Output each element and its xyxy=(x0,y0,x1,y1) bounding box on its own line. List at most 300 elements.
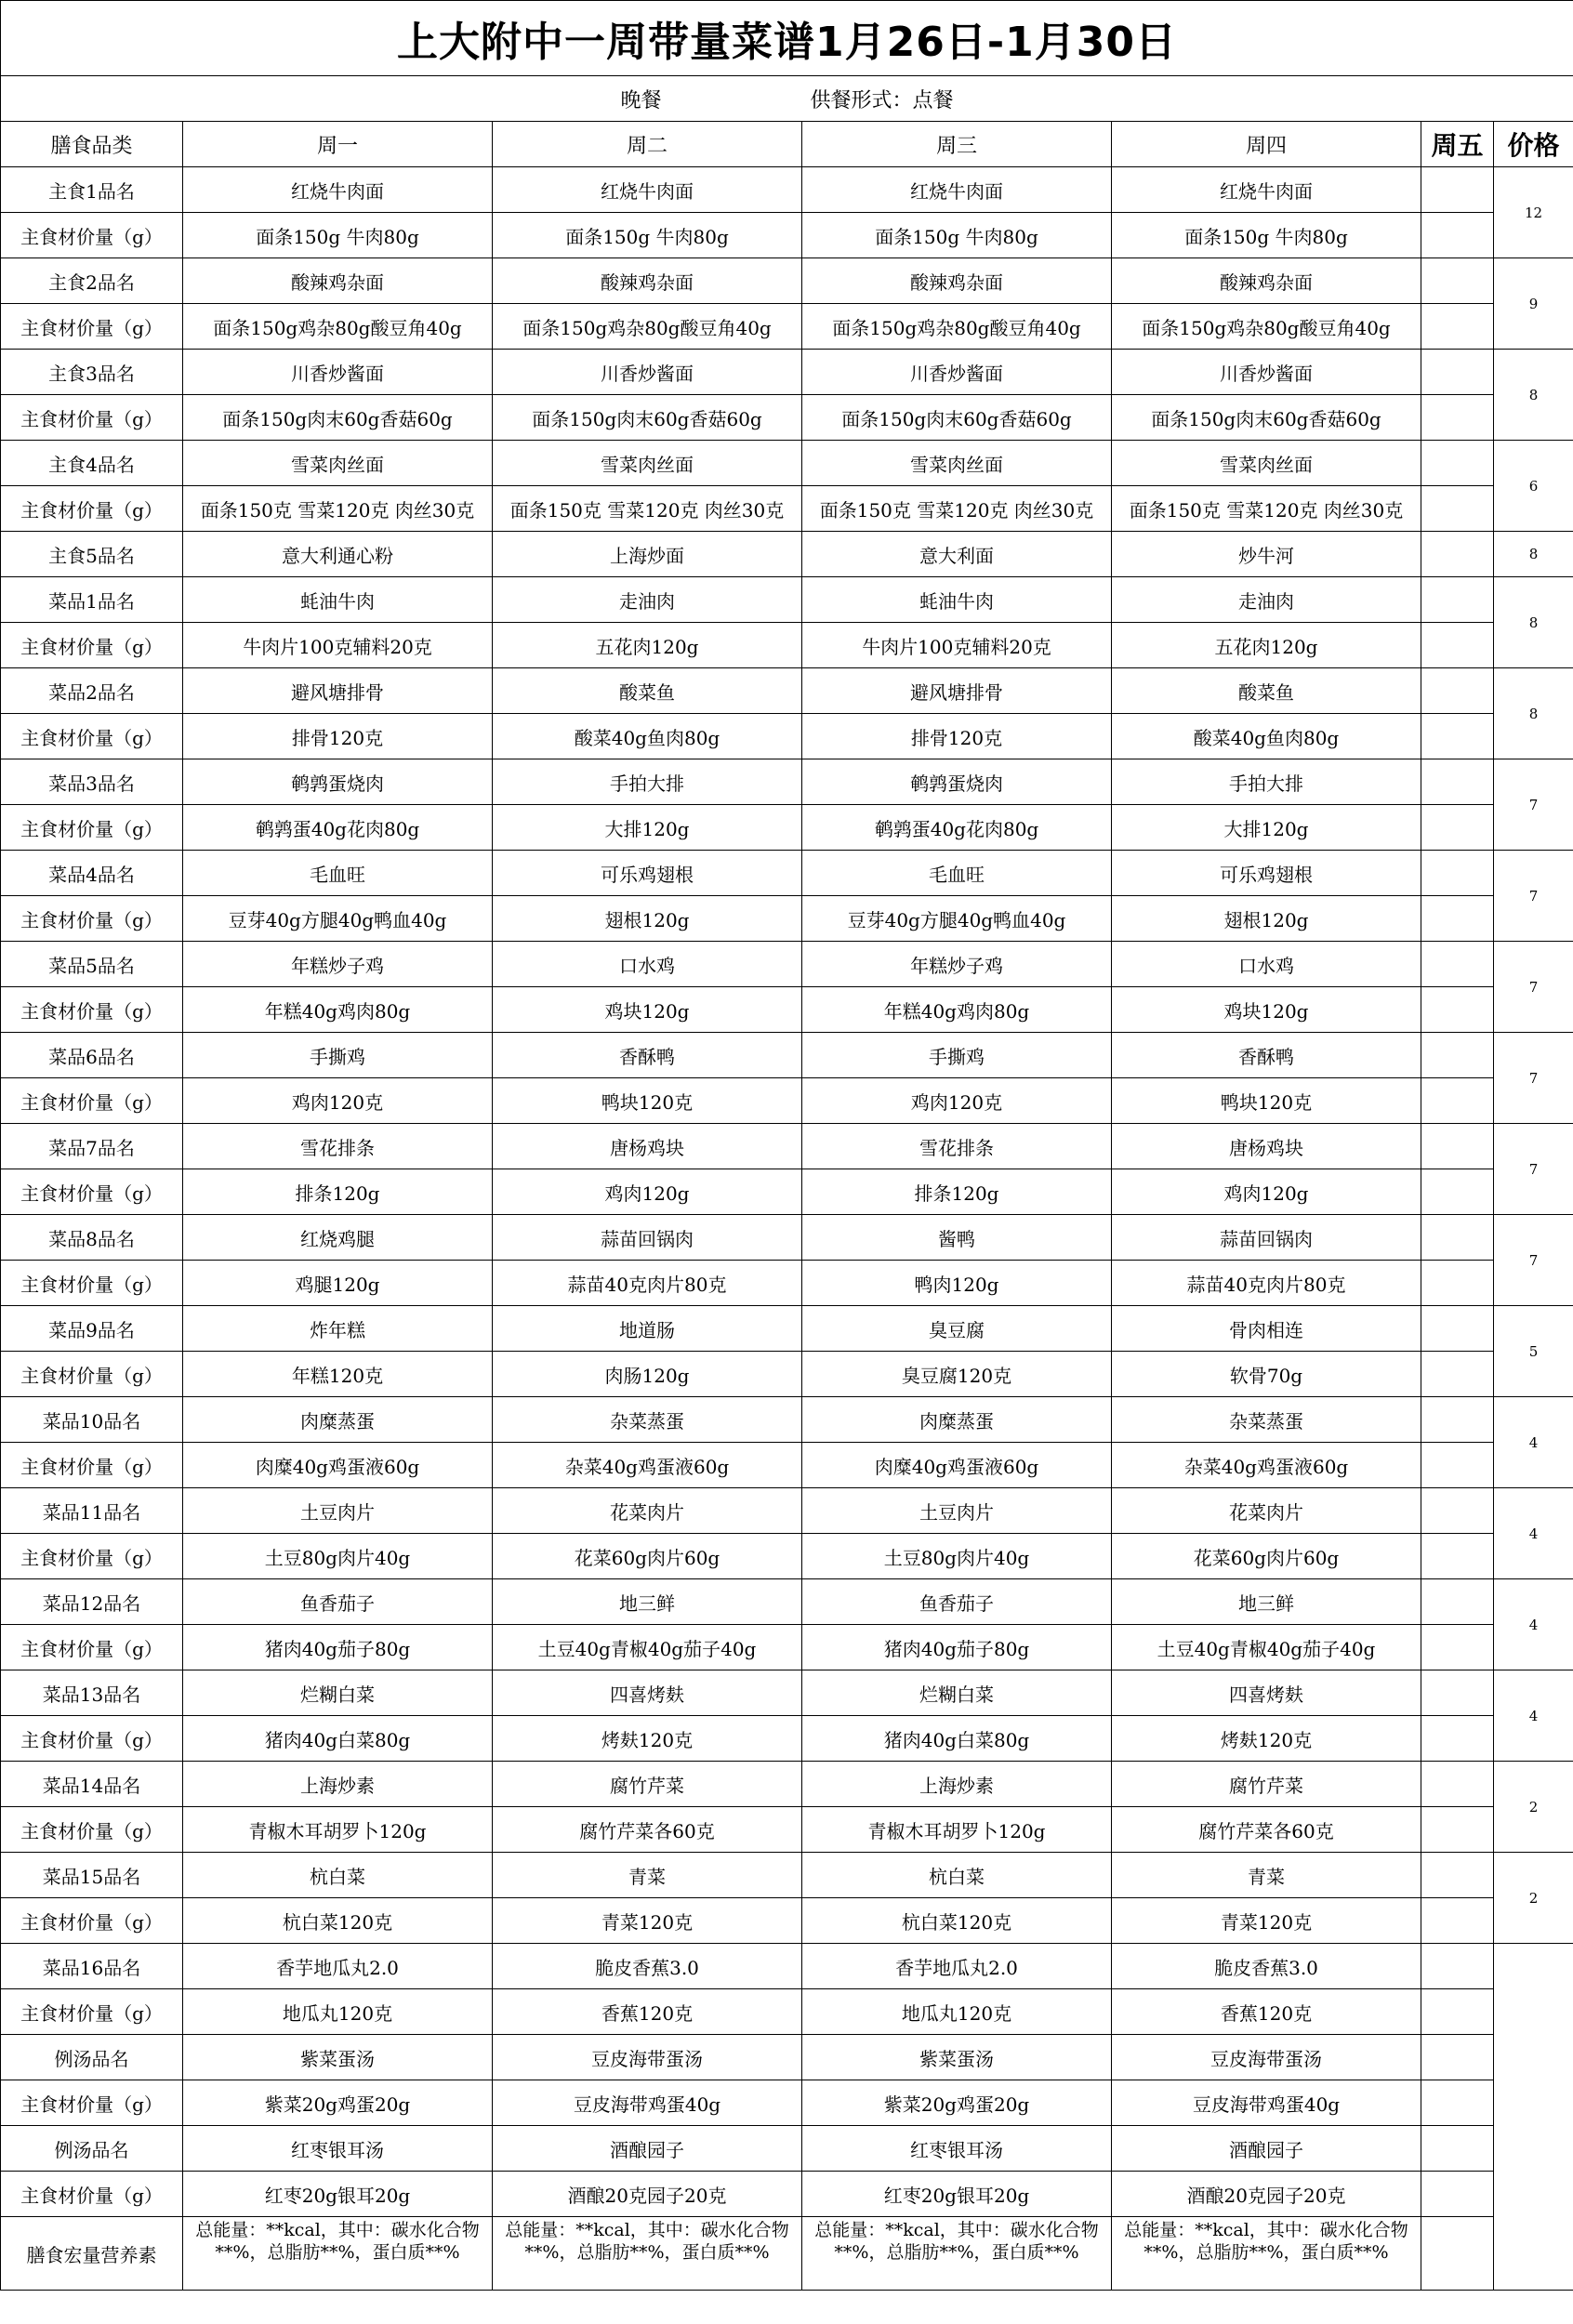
cell-monday: 炸年糕 xyxy=(183,1306,493,1352)
cell-wednesday: 年糕40g鸡肉80g xyxy=(802,987,1112,1033)
cell-tuesday: 地三鲜 xyxy=(493,1579,802,1625)
cell-tuesday: 烤麸120克 xyxy=(493,1716,802,1762)
cell-thursday: 花菜60g肉片60g xyxy=(1112,1534,1421,1579)
table-row xyxy=(1,532,1573,577)
header-category: 膳食品类 xyxy=(1,122,183,167)
table-row xyxy=(1,1124,1573,1169)
row-label: 主食材价量（g） xyxy=(1,2080,183,2126)
meal-type: 晚餐 xyxy=(620,88,662,112)
cell-wednesday: 酸辣鸡杂面 xyxy=(802,258,1112,304)
table-row xyxy=(1,759,1573,805)
cell-wednesday: 雪菜肉丝面 xyxy=(802,441,1112,486)
cell-thursday: 雪菜肉丝面 xyxy=(1112,441,1421,486)
cell-wednesday: 地瓜丸120克 xyxy=(802,1989,1112,2035)
cell-monday: 蚝油牛肉 xyxy=(183,577,493,623)
cell-friday xyxy=(1421,1397,1494,1443)
cell-friday xyxy=(1421,258,1494,304)
cell-tuesday: 上海炒面 xyxy=(493,532,802,577)
cell-tuesday: 杂菜40g鸡蛋液60g xyxy=(493,1443,802,1488)
row-label: 主食材价量（g） xyxy=(1,2172,183,2217)
cell-monday: 雪菜肉丝面 xyxy=(183,441,493,486)
cell-tuesday: 面条150克 雪菜120克 肉丝30克 xyxy=(493,486,802,532)
row-label: 主食4品名 xyxy=(1,441,183,486)
cell-thursday: 杂菜蒸蛋 xyxy=(1112,1397,1421,1443)
cell-monday: 红枣银耳汤 xyxy=(183,2126,493,2172)
cell-wednesday: 手撕鸡 xyxy=(802,1033,1112,1078)
table-row xyxy=(1,668,1573,714)
cell-thursday: 脆皮香蕉3.0 xyxy=(1112,1944,1421,1989)
cell-thursday: 酒酿园子 xyxy=(1112,2126,1421,2172)
row-label: 主食材价量（g） xyxy=(1,1807,183,1853)
row-label: 主食材价量（g） xyxy=(1,1716,183,1762)
row-label: 主食材价量（g） xyxy=(1,1443,183,1488)
table-row xyxy=(1,1625,1573,1670)
cell-monday: 年糕炒子鸡 xyxy=(183,942,493,987)
table-row xyxy=(1,1716,1573,1762)
cell-tuesday: 豆皮海带蛋汤 xyxy=(493,2035,802,2080)
price-cell: 8 xyxy=(1494,532,1573,577)
price-cell: 7 xyxy=(1494,759,1573,851)
table-row xyxy=(1,851,1573,896)
cell-friday xyxy=(1421,1807,1494,1853)
cell-tuesday: 面条150g肉末60g香菇60g xyxy=(493,395,802,441)
cell-monday: 排条120g xyxy=(183,1169,493,1215)
row-label: 主食材价量（g） xyxy=(1,714,183,759)
cell-monday: 鹌鹑蛋40g花肉80g xyxy=(183,805,493,851)
nutrition-label: 膳食宏量营养素 xyxy=(1,2217,183,2291)
cell-monday: 红烧牛肉面 xyxy=(183,167,493,213)
cell-friday xyxy=(1421,577,1494,623)
row-label: 菜品6品名 xyxy=(1,1033,183,1078)
table-row xyxy=(1,1898,1573,1944)
cell-thursday: 蒜苗40克肉片80克 xyxy=(1112,1261,1421,1306)
table-row xyxy=(1,1853,1573,1898)
price-cell: 4 xyxy=(1494,1670,1573,1762)
price-cell: 6 xyxy=(1494,441,1573,532)
nutrition-cell-tuesday: 总能量：**kcal，其中：碳水化合物**%，总脂肪**%，蛋白质**% xyxy=(493,2217,802,2291)
row-label: 主食材价量（g） xyxy=(1,1352,183,1397)
cell-friday xyxy=(1421,1078,1494,1124)
cell-thursday: 腐竹芹菜 xyxy=(1112,1762,1421,1807)
cell-thursday: 青菜120克 xyxy=(1112,1898,1421,1944)
row-label: 菜品14品名 xyxy=(1,1762,183,1807)
nutrition-cell-wednesday: 总能量：**kcal，其中：碳水化合物**%，总脂肪**%，蛋白质**% xyxy=(802,2217,1112,2291)
cell-friday xyxy=(1421,1261,1494,1306)
cell-friday xyxy=(1421,2172,1494,2217)
cell-tuesday: 口水鸡 xyxy=(493,942,802,987)
price-cell: 2 xyxy=(1494,1853,1573,1944)
cell-monday: 川香炒酱面 xyxy=(183,350,493,395)
cell-wednesday: 意大利面 xyxy=(802,532,1112,577)
cell-tuesday: 蒜苗40克肉片80克 xyxy=(493,1261,802,1306)
price-cell: 7 xyxy=(1494,1124,1573,1215)
page-title: 上大附中一周带量菜谱1月26日-1月30日 xyxy=(1,1,1573,76)
cell-monday: 鸡腿120g xyxy=(183,1261,493,1306)
cell-friday xyxy=(1421,304,1494,350)
cell-friday xyxy=(1421,1670,1494,1716)
cell-friday xyxy=(1421,1989,1494,2035)
row-label: 例汤品名 xyxy=(1,2035,183,2080)
cell-monday: 青椒木耳胡罗卜120g xyxy=(183,1807,493,1853)
table-row xyxy=(1,1033,1573,1078)
cell-thursday: 鸡肉120g xyxy=(1112,1169,1421,1215)
cell-tuesday: 酸菜40g鱼肉80g xyxy=(493,714,802,759)
cell-tuesday: 香蕉120克 xyxy=(493,1989,802,2035)
cell-tuesday: 豆皮海带鸡蛋40g xyxy=(493,2080,802,2126)
row-label: 主食材价量（g） xyxy=(1,1625,183,1670)
row-label: 菜品9品名 xyxy=(1,1306,183,1352)
cell-friday xyxy=(1421,2080,1494,2126)
cell-thursday: 豆皮海带鸡蛋40g xyxy=(1112,2080,1421,2126)
cell-monday: 鸡肉120克 xyxy=(183,1078,493,1124)
row-label: 主食材价量（g） xyxy=(1,623,183,668)
table-row xyxy=(1,213,1573,258)
cell-thursday: 酸菜40g鱼肉80g xyxy=(1112,714,1421,759)
cell-friday xyxy=(1421,441,1494,486)
cell-thursday: 面条150g 牛肉80g xyxy=(1112,213,1421,258)
cell-friday xyxy=(1421,1534,1494,1579)
cell-tuesday: 可乐鸡翅根 xyxy=(493,851,802,896)
cell-thursday: 翅根120g xyxy=(1112,896,1421,942)
row-label: 菜品3品名 xyxy=(1,759,183,805)
row-label: 主食3品名 xyxy=(1,350,183,395)
price-cell: 4 xyxy=(1494,1397,1573,1488)
cell-friday xyxy=(1421,1716,1494,1762)
cell-monday: 烂糊白菜 xyxy=(183,1670,493,1716)
cell-tuesday: 香酥鸭 xyxy=(493,1033,802,1078)
cell-thursday: 炒牛河 xyxy=(1112,532,1421,577)
row-label: 菜品12品名 xyxy=(1,1579,183,1625)
meal-info xyxy=(1,76,1573,122)
cell-tuesday: 脆皮香蕉3.0 xyxy=(493,1944,802,1989)
cell-tuesday: 杂菜蒸蛋 xyxy=(493,1397,802,1443)
cell-friday xyxy=(1421,1352,1494,1397)
cell-tuesday: 地道肠 xyxy=(493,1306,802,1352)
cell-tuesday: 鸡肉120g xyxy=(493,1169,802,1215)
table-row xyxy=(1,1762,1573,1807)
cell-monday: 意大利通心粉 xyxy=(183,532,493,577)
row-label: 菜品4品名 xyxy=(1,851,183,896)
row-label: 菜品15品名 xyxy=(1,1853,183,1898)
row-label: 主食材价量（g） xyxy=(1,213,183,258)
cell-monday: 毛血旺 xyxy=(183,851,493,896)
table-row xyxy=(1,1989,1573,2035)
table-row xyxy=(1,1261,1573,1306)
service-form: 供餐形式：点餐 xyxy=(810,88,954,112)
cell-friday xyxy=(1421,1944,1494,1989)
cell-tuesday: 唐杨鸡块 xyxy=(493,1124,802,1169)
table-row xyxy=(1,2126,1573,2172)
cell-friday xyxy=(1421,395,1494,441)
cell-monday: 鹌鹑蛋烧肉 xyxy=(183,759,493,805)
cell-monday: 年糕120克 xyxy=(183,1352,493,1397)
header-monday: 周一 xyxy=(183,122,493,167)
cell-monday: 避风塘排骨 xyxy=(183,668,493,714)
cell-thursday: 鸡块120g xyxy=(1112,987,1421,1033)
cell-monday: 紫菜蛋汤 xyxy=(183,2035,493,2080)
cell-tuesday: 鸡块120g xyxy=(493,987,802,1033)
cell-monday: 猪肉40g茄子80g xyxy=(183,1625,493,1670)
row-label: 菜品2品名 xyxy=(1,668,183,714)
price-cell: 7 xyxy=(1494,942,1573,1033)
cell-wednesday: 面条150克 雪菜120克 肉丝30克 xyxy=(802,486,1112,532)
table-row xyxy=(1,1670,1573,1716)
cell-wednesday: 雪花排条 xyxy=(802,1124,1112,1169)
table-row xyxy=(1,623,1573,668)
table-row xyxy=(1,987,1573,1033)
cell-monday: 猪肉40g白菜80g xyxy=(183,1716,493,1762)
cell-tuesday: 腐竹芹菜各60克 xyxy=(493,1807,802,1853)
cell-monday: 面条150g鸡杂80g酸豆角40g xyxy=(183,304,493,350)
cell-wednesday: 烂糊白菜 xyxy=(802,1670,1112,1716)
cell-tuesday: 酒酿园子 xyxy=(493,2126,802,2172)
row-label: 主食材价量（g） xyxy=(1,1169,183,1215)
cell-monday: 紫菜20g鸡蛋20g xyxy=(183,2080,493,2126)
row-label: 主食材价量（g） xyxy=(1,1261,183,1306)
cell-thursday: 香蕉120克 xyxy=(1112,1989,1421,2035)
cell-tuesday: 酸辣鸡杂面 xyxy=(493,258,802,304)
header-friday: 周五 xyxy=(1421,122,1494,167)
cell-monday: 杭白菜 xyxy=(183,1853,493,1898)
nutrition-row xyxy=(1,2217,1573,2291)
cell-friday xyxy=(1421,1169,1494,1215)
cell-friday xyxy=(1421,1124,1494,1169)
header-wednesday: 周三 xyxy=(802,122,1112,167)
price-cell: 9 xyxy=(1494,258,1573,350)
cell-friday xyxy=(1421,623,1494,668)
table-row xyxy=(1,805,1573,851)
nutrition-cell-monday: 总能量：**kcal，其中：碳水化合物**%，总脂肪**%，蛋白质**% xyxy=(183,2217,493,2291)
nutrition-cell-friday xyxy=(1421,2217,1494,2291)
price-cell: 2 xyxy=(1494,1762,1573,1853)
cell-friday xyxy=(1421,532,1494,577)
cell-thursday: 面条150g鸡杂80g酸豆角40g xyxy=(1112,304,1421,350)
cell-thursday: 走油肉 xyxy=(1112,577,1421,623)
cell-monday: 香芋地瓜丸2.0 xyxy=(183,1944,493,1989)
row-label: 主食材价量（g） xyxy=(1,1989,183,2035)
cell-wednesday: 猪肉40g茄子80g xyxy=(802,1625,1112,1670)
price-cell: 5 xyxy=(1494,1306,1573,1397)
cell-wednesday: 紫菜蛋汤 xyxy=(802,2035,1112,2080)
cell-thursday: 酒酿20克园子20克 xyxy=(1112,2172,1421,2217)
cell-tuesday: 酸菜鱼 xyxy=(493,668,802,714)
cell-thursday: 川香炒酱面 xyxy=(1112,350,1421,395)
row-label: 主食材价量（g） xyxy=(1,805,183,851)
table-row xyxy=(1,304,1573,350)
cell-wednesday: 红烧牛肉面 xyxy=(802,167,1112,213)
cell-wednesday: 鹌鹑蛋烧肉 xyxy=(802,759,1112,805)
cell-monday: 年糕40g鸡肉80g xyxy=(183,987,493,1033)
cell-thursday: 腐竹芹菜各60克 xyxy=(1112,1807,1421,1853)
table-row xyxy=(1,1169,1573,1215)
cell-thursday: 土豆40g青椒40g茄子40g xyxy=(1112,1625,1421,1670)
cell-tuesday: 肉肠120g xyxy=(493,1352,802,1397)
cell-tuesday: 四喜烤麸 xyxy=(493,1670,802,1716)
row-label: 主食2品名 xyxy=(1,258,183,304)
header-thursday: 周四 xyxy=(1112,122,1421,167)
table-row xyxy=(1,350,1573,395)
cell-wednesday: 鹌鹑蛋40g花肉80g xyxy=(802,805,1112,851)
cell-tuesday: 川香炒酱面 xyxy=(493,350,802,395)
table-row xyxy=(1,2080,1573,2126)
cell-tuesday: 红烧牛肉面 xyxy=(493,167,802,213)
cell-wednesday: 土豆肉片 xyxy=(802,1488,1112,1534)
cell-monday: 酸辣鸡杂面 xyxy=(183,258,493,304)
nutrition-cell-thursday: 总能量：**kcal，其中：碳水化合物**%，总脂肪**%，蛋白质**% xyxy=(1112,2217,1421,2291)
cell-thursday: 面条150克 雪菜120克 肉丝30克 xyxy=(1112,486,1421,532)
cell-wednesday: 臭豆腐120克 xyxy=(802,1352,1112,1397)
table-row xyxy=(1,258,1573,304)
cell-wednesday: 杭白菜120克 xyxy=(802,1898,1112,1944)
row-label: 主食材价量（g） xyxy=(1,1898,183,1944)
table-row xyxy=(1,1488,1573,1534)
cell-wednesday: 面条150g 牛肉80g xyxy=(802,213,1112,258)
row-label: 菜品8品名 xyxy=(1,1215,183,1261)
cell-wednesday: 蚝油牛肉 xyxy=(802,577,1112,623)
row-label: 菜品16品名 xyxy=(1,1944,183,1989)
table-row xyxy=(1,942,1573,987)
cell-wednesday: 紫菜20g鸡蛋20g xyxy=(802,2080,1112,2126)
row-label: 例汤品名 xyxy=(1,2126,183,2172)
table-row xyxy=(1,395,1573,441)
cell-thursday: 酸菜鱼 xyxy=(1112,668,1421,714)
cell-wednesday: 鸭肉120g xyxy=(802,1261,1112,1306)
table-row xyxy=(1,486,1573,532)
cell-friday xyxy=(1421,167,1494,213)
cell-monday: 豆芽40g方腿40g鸭血40g xyxy=(183,896,493,942)
row-label: 菜品1品名 xyxy=(1,577,183,623)
cell-friday xyxy=(1421,1579,1494,1625)
cell-friday xyxy=(1421,942,1494,987)
price-cell: 7 xyxy=(1494,1033,1573,1124)
cell-tuesday: 蒜苗回锅肉 xyxy=(493,1215,802,1261)
row-label: 主食材价量（g） xyxy=(1,395,183,441)
cell-friday xyxy=(1421,759,1494,805)
table-row xyxy=(1,1443,1573,1488)
cell-thursday: 杂菜40g鸡蛋液60g xyxy=(1112,1443,1421,1488)
cell-friday xyxy=(1421,851,1494,896)
cell-tuesday: 酒酿20克园子20克 xyxy=(493,2172,802,2217)
cell-monday: 地瓜丸120克 xyxy=(183,1989,493,2035)
row-label: 主食1品名 xyxy=(1,167,183,213)
row-label: 菜品7品名 xyxy=(1,1124,183,1169)
row-label: 主食材价量（g） xyxy=(1,896,183,942)
row-label: 菜品11品名 xyxy=(1,1488,183,1534)
cell-wednesday: 鱼香茄子 xyxy=(802,1579,1112,1625)
cell-friday xyxy=(1421,1033,1494,1078)
table-row xyxy=(1,577,1573,623)
price-cell: 7 xyxy=(1494,851,1573,942)
cell-wednesday: 香芋地瓜丸2.0 xyxy=(802,1944,1112,1989)
cell-wednesday: 青椒木耳胡罗卜120g xyxy=(802,1807,1112,1853)
cell-wednesday: 避风塘排骨 xyxy=(802,668,1112,714)
row-label: 主食材价量（g） xyxy=(1,304,183,350)
price-cell: 8 xyxy=(1494,577,1573,668)
cell-thursday: 烤麸120克 xyxy=(1112,1716,1421,1762)
cell-wednesday: 豆芽40g方腿40g鸭血40g xyxy=(802,896,1112,942)
cell-friday xyxy=(1421,2035,1494,2080)
table-row xyxy=(1,1397,1573,1443)
table-row xyxy=(1,441,1573,486)
cell-monday: 土豆肉片 xyxy=(183,1488,493,1534)
cell-wednesday: 猪肉40g白菜80g xyxy=(802,1716,1112,1762)
cell-tuesday: 鸭块120克 xyxy=(493,1078,802,1124)
cell-monday: 面条150g 牛肉80g xyxy=(183,213,493,258)
cell-wednesday: 面条150g鸡杂80g酸豆角40g xyxy=(802,304,1112,350)
cell-monday: 杭白菜120克 xyxy=(183,1898,493,1944)
cell-tuesday: 五花肉120g xyxy=(493,623,802,668)
cell-wednesday: 上海炒素 xyxy=(802,1762,1112,1807)
cell-thursday: 面条150g肉末60g香菇60g xyxy=(1112,395,1421,441)
cell-wednesday: 牛肉片100克辅料20克 xyxy=(802,623,1112,668)
cell-wednesday: 毛血旺 xyxy=(802,851,1112,896)
cell-tuesday: 青菜120克 xyxy=(493,1898,802,1944)
cell-thursday: 地三鲜 xyxy=(1112,1579,1421,1625)
cell-monday: 手撕鸡 xyxy=(183,1033,493,1078)
cell-monday: 面条150克 雪菜120克 肉丝30克 xyxy=(183,486,493,532)
cell-monday: 牛肉片100克辅料20克 xyxy=(183,623,493,668)
cell-wednesday: 土豆80g肉片40g xyxy=(802,1534,1112,1579)
cell-thursday: 蒜苗回锅肉 xyxy=(1112,1215,1421,1261)
row-label: 主食材价量（g） xyxy=(1,1078,183,1124)
table-row xyxy=(1,714,1573,759)
cell-friday xyxy=(1421,2126,1494,2172)
table-row xyxy=(1,1579,1573,1625)
cell-wednesday: 排骨120克 xyxy=(802,714,1112,759)
price-cell: 4 xyxy=(1494,1579,1573,1670)
table-row xyxy=(1,1078,1573,1124)
cell-monday: 肉糜蒸蛋 xyxy=(183,1397,493,1443)
cell-wednesday: 红枣20g银耳20g xyxy=(802,2172,1112,2217)
cell-monday: 上海炒素 xyxy=(183,1762,493,1807)
cell-wednesday: 鸡肉120克 xyxy=(802,1078,1112,1124)
row-label: 菜品10品名 xyxy=(1,1397,183,1443)
table-row xyxy=(1,2172,1573,2217)
price-cell: 12 xyxy=(1494,167,1573,258)
cell-wednesday: 年糕炒子鸡 xyxy=(802,942,1112,987)
price-cell: 8 xyxy=(1494,350,1573,441)
table-row xyxy=(1,1944,1573,1989)
cell-friday xyxy=(1421,1488,1494,1534)
cell-tuesday: 土豆40g青椒40g茄子40g xyxy=(493,1625,802,1670)
row-label: 菜品13品名 xyxy=(1,1670,183,1716)
cell-friday xyxy=(1421,668,1494,714)
cell-friday xyxy=(1421,896,1494,942)
cell-thursday: 鸭块120克 xyxy=(1112,1078,1421,1124)
price-cell xyxy=(1494,1944,1573,2291)
cell-friday xyxy=(1421,1625,1494,1670)
cell-thursday: 手拍大排 xyxy=(1112,759,1421,805)
table-row xyxy=(1,1215,1573,1261)
cell-tuesday: 大排120g xyxy=(493,805,802,851)
cell-thursday: 软骨70g xyxy=(1112,1352,1421,1397)
cell-friday xyxy=(1421,350,1494,395)
cell-tuesday: 花菜60g肉片60g xyxy=(493,1534,802,1579)
cell-thursday: 口水鸡 xyxy=(1112,942,1421,987)
cell-monday: 鱼香茄子 xyxy=(183,1579,493,1625)
table-row xyxy=(1,167,1573,213)
cell-wednesday: 川香炒酱面 xyxy=(802,350,1112,395)
table-row xyxy=(1,896,1573,942)
cell-monday: 雪花排条 xyxy=(183,1124,493,1169)
cell-tuesday: 手拍大排 xyxy=(493,759,802,805)
table-row xyxy=(1,2035,1573,2080)
cell-friday xyxy=(1421,1853,1494,1898)
cell-thursday: 大排120g xyxy=(1112,805,1421,851)
cell-wednesday: 酱鸭 xyxy=(802,1215,1112,1261)
cell-tuesday: 面条150g 牛肉80g xyxy=(493,213,802,258)
cell-friday xyxy=(1421,486,1494,532)
